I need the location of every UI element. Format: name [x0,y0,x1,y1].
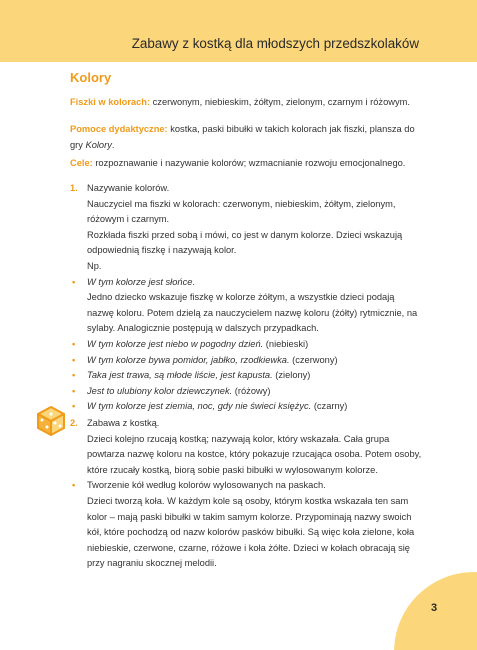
bullet-dot: • [72,401,76,412]
step2-p1: Dzieci kolejno rzucają kostką; nazywają kolor, który wskazała. Cała grupa powtarza nazwę koloru na kostce, który pokazuje rzucająca osoba. Potem osoby, które rzucały kostką, biorą sobie paski bibułki w wylosowanym kolorze. [87,433,422,475]
bullet-answer: (niebieski) [263,338,309,349]
fiszki-paragraph [70,94,422,110]
step1-np: Np. [87,260,102,271]
bullet-description: Dzieci tworzą koła. W każdym kole są osoby, którym kostka wskazała ten sam kolor – mają paski bibułki w takim samym kolorze. Przypominają nazwy swoich kół, które pochodzą od nazw kolorów pasków bibułki. Są więc koła zielone, koła niebieskie, czerwone, czarne, różowe i koła żółte. Dzieci w kołach obracają się przy nagraniu skocznej melodii. [87,495,415,569]
step1-row [70,181,422,275]
page-number: 3 [431,602,438,614]
step1-title: Nazywanie kolorów. [87,183,170,193]
bullet-answer: (czarny) [311,401,348,412]
bullet-italic: W tym kolorze jest słońce [87,276,193,287]
bullet-answer: (czerwony) [289,354,338,365]
pomoce-paragraph [70,121,422,154]
cele-text: rozpoznawanie i nazywanie kolorów; wzmacnianie rozwoju emocjonalnego. [92,158,406,168]
header-band [0,0,477,62]
bullet-item [70,353,422,369]
section-title: Kolory [70,70,112,85]
cele-paragraph [70,155,422,171]
pomoce-italic: Kolory [85,140,112,151]
pomoce-text: kostka, paski bibułki w takich kolorach jak fiszki, plansza do gry [70,124,415,151]
step2-title: Zabawa z kostką. [87,418,160,428]
cele-label: Cele: [70,158,93,168]
bullet-dot: • [72,370,76,381]
step1-number: 1. [70,183,78,193]
bullet-item [70,384,422,400]
bullet-italic: W tym kolorze jest niebo w pogodny dzień. [87,338,264,349]
pomoce-end: . [111,140,115,151]
bullet-answer: (zielony) [272,370,311,381]
bullet-item [70,275,422,337]
page-header-title: Zabawy z kostką dla młodszych przedszkolaków [131,36,419,51]
bullet-italic: Taka jest trawa, są młode liście, jest kapusta. [87,370,273,381]
fiszki-text: czerwonym, niebieskim, żółtym, zielonym, czarnym i różowym. [150,97,410,107]
step2-row [70,416,422,478]
step1-p2: Rozkłada fiszki przed sobą i mówi, co jest w danym kolorze. Dzieci wskazują odpowiednią fiszkę i nazywają kolor. [87,229,403,256]
bullet-item [70,337,422,353]
bullet-dot: • [72,385,76,396]
step1-block [70,181,422,415]
bullet-dot: • [72,276,76,287]
pomoce-label: Pomoce dydaktyczne: [70,124,168,134]
bullet-italic: W tym kolorze jest ziemia, noc, gdy nie świeci księżyc. [87,401,312,412]
bullet-dot: • [72,338,76,349]
bullet-italic: W tym kolorze bywa pomidor, jabłko, rzodkiewka. [87,354,290,365]
fiszki-label: Fiszki w kolorach: [70,97,151,107]
bullet-title: Tworzenie kół według kolorów wylosowanych na paskach. [87,480,326,491]
bullet-description: Jedno dziecko wskazuje fiszkę w kolorze żółtym, a wszystkie dzieci podają nazwę koloru. Potem dzielą za nauczycielem nazwę koloru (żółty) rytmicznie, na sylaby. Analogicznie postępują w dalszych przypadkach. [87,292,418,334]
bullet-dot: • [72,354,76,365]
step2-number: 2. [70,418,78,428]
bullet-item [70,368,422,384]
bullet-italic: Jest to ulubiony kolor dziewczynek. [87,385,233,396]
bullet-item [70,478,422,572]
bullet-dot: • [72,480,76,491]
step1-p1: Nauczyciel ma fiszki w kolorach: czerwonym, niebieskim, żółtym, zielonym, różowym i czarnym. [87,198,396,225]
bullet-item [70,399,422,415]
step2-block [70,416,422,572]
bullet-end: . [192,276,195,287]
dice-cube-icon [36,405,66,437]
bullet-answer: (różowy) [232,385,271,396]
